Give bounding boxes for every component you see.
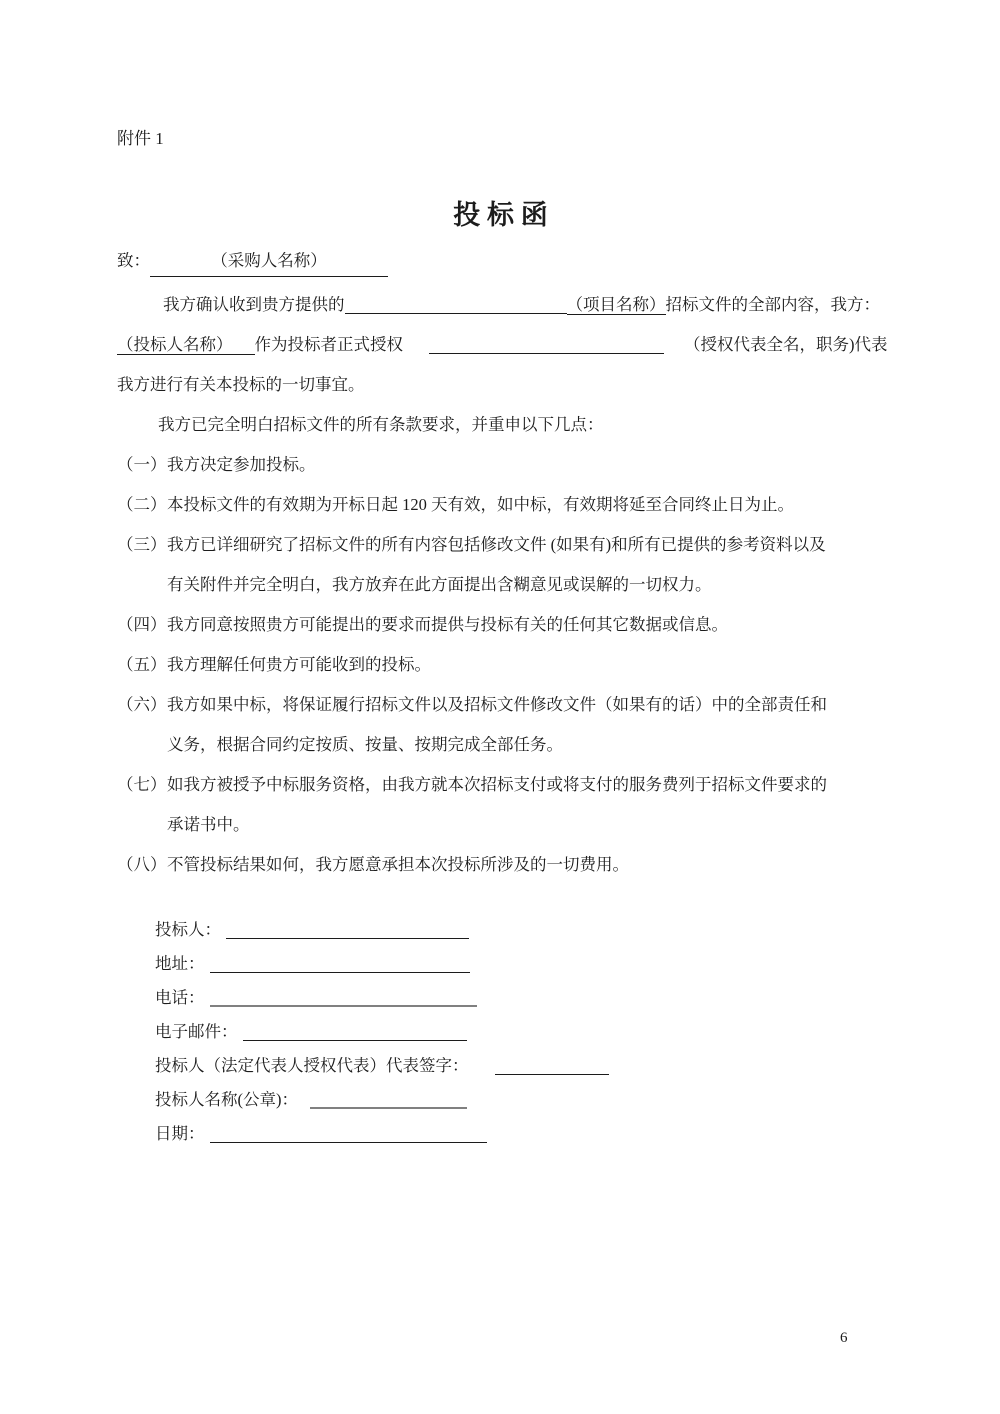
signature-label: 投标人： [155,920,221,939]
statement-line: 我方如果中标，将保证履行招标文件以及招标文件修改文件（如果有的话）中的全部责任和 [167,695,827,714]
signature-row [155,1083,930,1117]
signature-row [155,913,930,947]
intro-line1-text: 我方确认收到贵方提供的 [163,295,345,314]
statement-item [117,605,930,645]
intro-line1-after: 招标文件的全部内容，我方： [665,295,880,314]
statement-item [117,845,930,885]
statement-list [117,445,930,885]
signature-label: 投标人名称(公章)： [155,1090,298,1109]
signature-label: 投标人（法定代表人授权代表）代表签字： [155,1056,469,1075]
salutation-prefix: 致： [117,251,150,270]
statement-line: 义务，根据合同约定按质、按量、按期完成全部任务。 [167,735,563,754]
statement-item [117,765,930,845]
bidder-name-hint: （投标人名称） [117,335,255,355]
statement-marker: （五） [117,655,167,674]
signature-label: 日期： [155,1124,205,1143]
salutation-line [117,246,930,277]
signature-label: 地址： [155,954,205,973]
statement-line: 我方理解任何贵方可能收到的投标。 [167,655,431,674]
signature-row [155,1015,930,1049]
signature-row [155,947,930,981]
signature-row [155,981,930,1015]
signature-blank-line[interactable] [210,1126,487,1144]
statement-item [117,445,930,485]
statement-line: 有关附件并完全明白，我方放弃在此方面提出含糊意见或误解的一切权力。 [167,575,712,594]
intro-paragraph [117,285,930,405]
intro-line-1 [117,285,930,325]
attachment-label: 附件 1 [117,129,164,148]
statement-marker: （四） [117,615,167,634]
signature-label: 电子邮件： [155,1022,238,1041]
signature-blank-line[interactable] [243,1024,467,1042]
project-name-hint: （项目名称） [566,295,666,314]
signature-blank-line[interactable] [210,989,477,1008]
statement-marker: （七） [117,775,167,794]
project-name-blank[interactable] [345,297,567,315]
statement-line: 不管投标结果如何，我方愿意承担本次投标所涉及的一切费用。 [167,855,629,874]
statement-line: 本投标文件的有效期为开标日起 120 天有效，如中标，有效期将延至合同终止日为止。 [167,495,794,514]
statement-line: 我方决定参加投标。 [167,455,316,474]
restatement-line: 我方已完全明白招标文件的所有条款要求，并重申以下几点： [158,415,604,434]
statement-marker: （一） [117,455,167,474]
signature-label: 电话： [155,988,205,1007]
statement-marker: （六） [117,695,167,714]
statement-item [117,485,930,525]
document-title: 投 标 函 [453,200,548,230]
intro-line2-text: 作为投标者正式授权 [254,335,403,354]
purchaser-name-blank[interactable] [150,246,388,277]
statement-marker: （八） [117,855,167,874]
statement-line: 承诺书中。 [167,815,250,834]
statement-line: 我方同意按照贵方可能提出的要求而提供与投标有关的任何其它数据或信息。 [167,615,728,634]
signature-block [155,913,930,1151]
intro-line-2 [117,325,930,365]
signature-row [155,1049,930,1083]
intro-line2-after: （授权代表全名，职务)代表 [684,335,888,354]
statement-item [117,645,930,685]
signature-blank-line[interactable] [495,1058,609,1076]
statement-item [117,525,930,605]
signature-blank-line[interactable] [226,922,469,940]
statement-marker: （三） [117,535,167,554]
signature-blank-line[interactable] [210,956,470,974]
statement-item [117,685,930,765]
statement-line: 我方已详细研究了招标文件的所有内容包括修改文件 (如果有)和所有已提供的参考资料以及 [167,535,826,554]
purchaser-name-hint: （采购人名称） [211,251,327,270]
intro-line-3: 我方进行有关本投标的一切事宜。 [117,375,365,394]
page-number: 6 [840,1330,848,1346]
signature-row [155,1117,930,1151]
statement-line: 如我方被授予中标服务资格，由我方就本次招标支付或将支付的服务费列于招标文件要求的 [167,775,827,794]
authorized-rep-blank[interactable] [429,337,664,355]
signature-blank-line[interactable] [310,1091,467,1110]
statement-marker: （二） [117,495,167,514]
